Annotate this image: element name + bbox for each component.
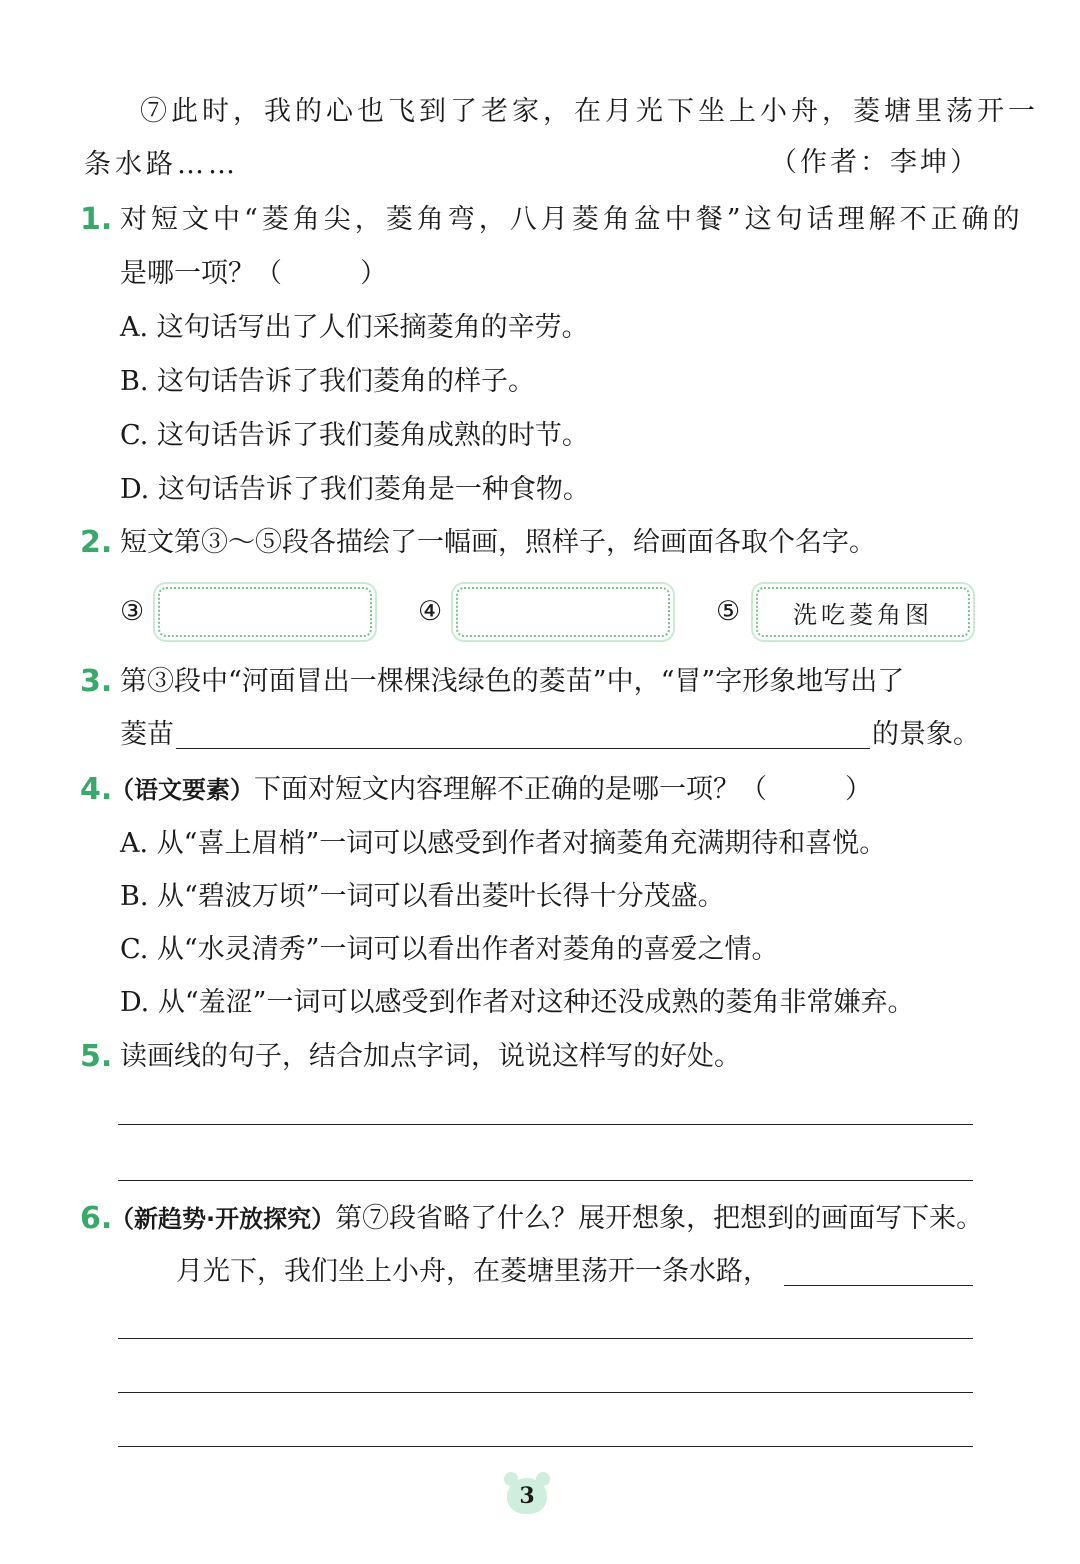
label-para-4: ④ <box>418 596 443 627</box>
question-1-stem-text: 是哪一项？（ <box>120 258 282 289</box>
question-1-stem: 对短文中“菱角尖，菱角弯，八月菱角盆中餐”这句话理解不正确的 <box>120 204 1024 235</box>
question-6-number: 6. <box>80 1201 113 1236</box>
question-4-option-b: B. 从“碧波万顷”一词可以看出菱叶长得十分茂盛。 <box>120 881 725 912</box>
passage-line-2: 条水路…… <box>84 149 239 180</box>
label-para-3: ③ <box>120 596 145 627</box>
paren-close: ） <box>360 258 387 289</box>
question-6-answer-line-0[interactable] <box>784 1285 973 1286</box>
question-3-number: 3. <box>80 664 113 699</box>
question-3-answer-line[interactable] <box>176 748 870 749</box>
label-para-5: ⑤ <box>716 596 741 627</box>
question-1-stem-line-2 <box>120 254 387 294</box>
author-credit: （作者：李坤） <box>770 147 980 178</box>
question-3-prefix: 菱苗 <box>120 719 174 750</box>
question-6-stem-text: 第⑦段省略了什么？展开想象，把想到的画面写下来。 <box>335 1203 984 1234</box>
page-number: 3 <box>519 1483 535 1509</box>
paren-close: ） <box>845 774 872 805</box>
question-4-number: 4. <box>80 772 113 807</box>
question-1-option-d: D. 这句话告诉了我们菱角是一种食物。 <box>120 474 590 505</box>
question-6-starter: 月光下，我们坐上小舟，在菱塘里荡开一条水路， <box>176 1256 770 1287</box>
question-6-tag: （新趋势·开放探究） <box>110 1205 336 1233</box>
question-5-number: 5. <box>80 1039 113 1074</box>
question-5-answer-line-2[interactable] <box>118 1180 973 1181</box>
title-box-5 <box>756 587 970 637</box>
question-1-option-c: C. 这句话告诉了我们菱角成熟的时节。 <box>120 420 589 451</box>
title-box-3[interactable] <box>158 587 372 637</box>
question-4-option-c: C. 从“水灵清秀”一词可以看出作者对菱角的喜爱之情。 <box>120 934 779 965</box>
page-number-badge <box>507 1478 547 1514</box>
question-4-tag: （语文要素） <box>110 776 254 804</box>
question-4-stem-text: 下面对短文内容理解不正确的是哪一项？（ <box>254 774 767 805</box>
question-2-number: 2. <box>80 525 113 560</box>
question-1-option-a: A. 这句话写出了人们采摘菱角的辛劳。 <box>120 312 589 343</box>
question-6-answer-line-2[interactable] <box>118 1392 973 1393</box>
question-6-stem <box>110 1199 983 1239</box>
question-6-answer-line-3[interactable] <box>118 1446 973 1447</box>
question-2-stem: 短文第③～⑤段各描绘了一幅画，照样子，给画面各取个名字。 <box>120 527 876 558</box>
question-4-option-d: D. 从“羞涩”一词可以感受到作者对这种还没成熟的菱角非常嫌弃。 <box>120 987 915 1018</box>
example-title: 洗吃菱角图 <box>793 600 933 629</box>
passage-line-1: ⑦此时，我的心也飞到了老家，在月光下坐上小舟，菱塘里荡开一 <box>140 96 1039 127</box>
question-1-option-b: B. 这句话告诉了我们菱角的样子。 <box>120 366 536 397</box>
title-box-4[interactable] <box>456 587 670 637</box>
question-3-suffix: 的景象。 <box>872 719 980 750</box>
question-4-stem <box>110 770 872 810</box>
question-5-answer-line-1[interactable] <box>118 1124 973 1125</box>
question-4-option-a: A. 从“喜上眉梢”一词可以感受到作者对摘菱角充满期待和喜悦。 <box>120 828 887 859</box>
question-3-stem: 第③段中“河面冒出一棵棵浅绿色的菱苗”中，“冒”字形象地写出了 <box>120 666 905 697</box>
question-1-number: 1. <box>80 202 113 237</box>
question-6-answer-line-1[interactable] <box>118 1338 973 1339</box>
question-5-stem: 读画线的句子，结合加点字词，说说这样写的好处。 <box>120 1041 741 1072</box>
